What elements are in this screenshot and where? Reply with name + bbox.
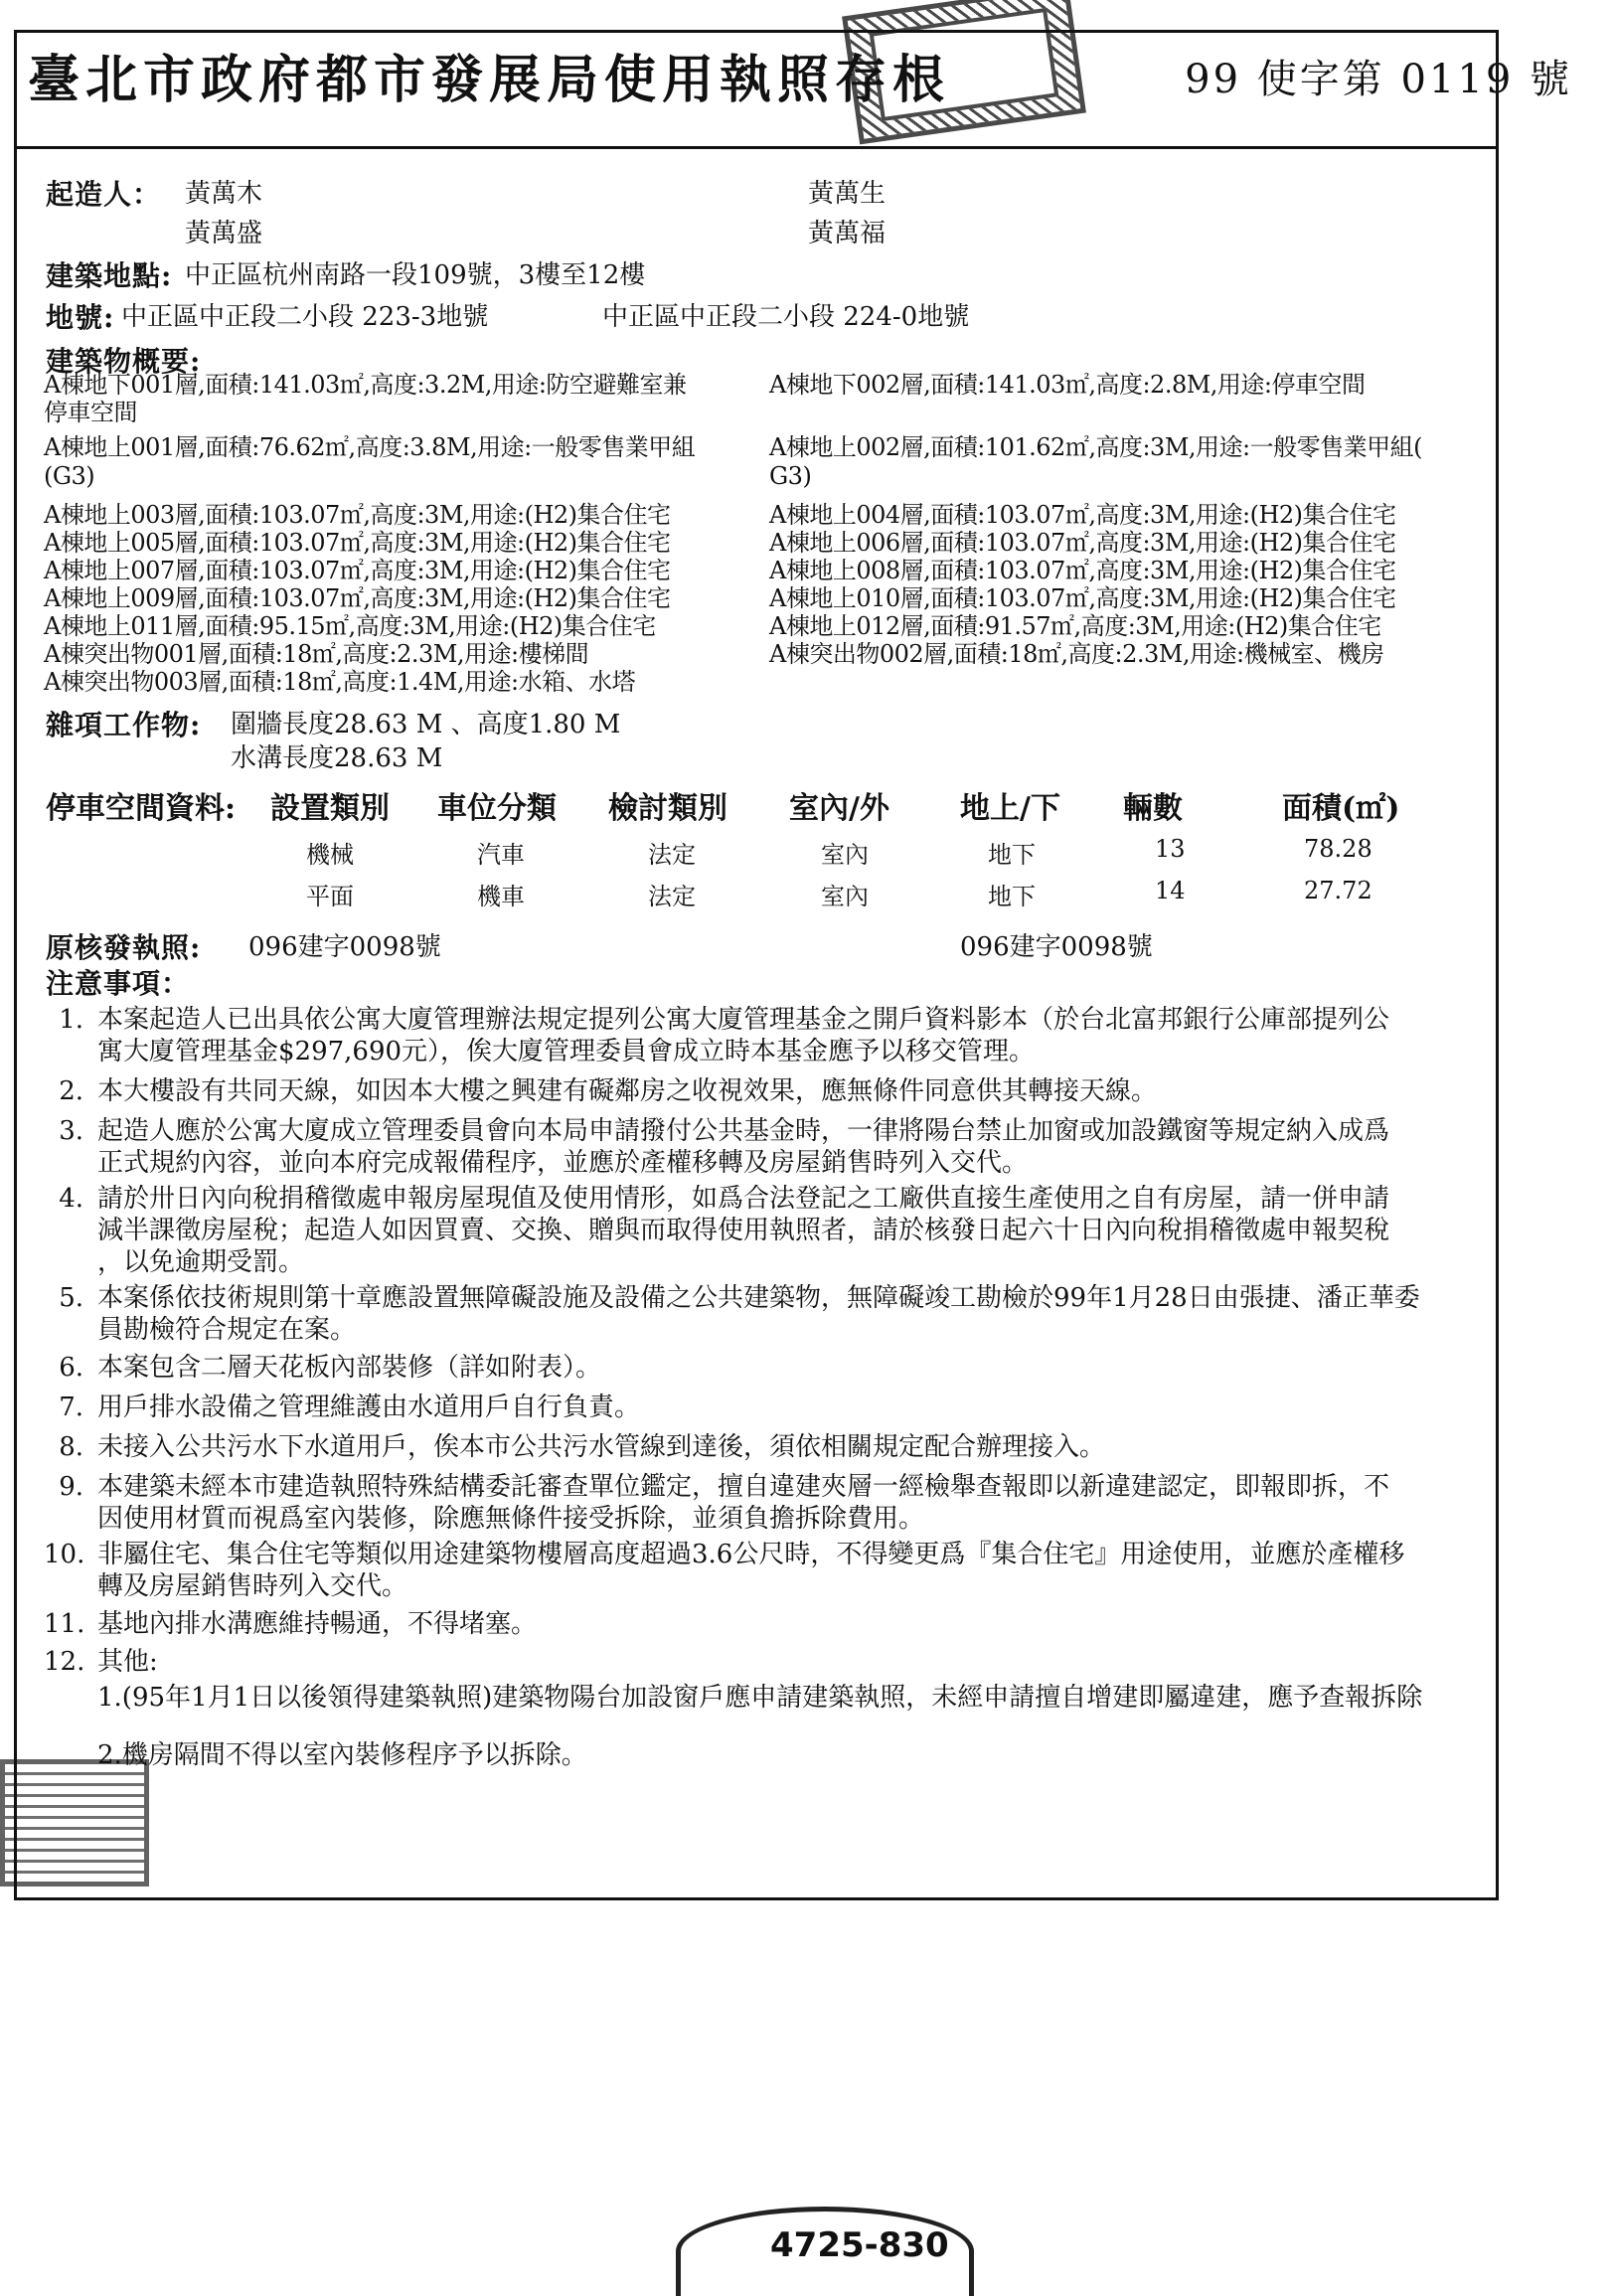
note-number: 6.: [59, 1353, 83, 1383]
official-seal-bottom: [676, 2207, 974, 2296]
misc-work-line: 圍牆長度28.63 M 、高度1.80 M: [231, 710, 621, 739]
floor-line: A棟突出物001層,面積:18㎡,高度:2.3M,用途:樓梯間: [44, 640, 589, 668]
note-text: 其他:: [97, 1647, 158, 1677]
note-text: 減半課徵房屋稅；起造人如因買賣、交換、贈與而取得使用執照者，請於核發日起六十日內向稅捐稽徵處申報契稅: [97, 1216, 1390, 1245]
note-text: 本案包含二層天花板內部裝修（詳如附表）。: [97, 1353, 602, 1383]
note-text: 未接入公共污水下水道用戶，俟本市公共污水管線到達後，須依相關規定配合辦理接入。: [97, 1432, 1106, 1462]
note-text: 本建築未經本市建造執照特殊結構委託審查單位鑑定，擅自違建夾層一經檢舉查報即以新違建認定，即報即拆，不: [97, 1472, 1390, 1502]
note-text: 員勘檢符合規定在案。: [97, 1315, 357, 1345]
parking-header: 室內/外: [789, 791, 889, 826]
lot-number: 中正區中正段二小段 224-0地號: [602, 302, 970, 332]
parking-label: 停車空間資料:: [46, 791, 237, 826]
parking-header: 輛數: [1123, 791, 1183, 826]
floor-line: A棟地下001層,面積:141.03㎡,高度:3.2M,用途:防空避難室兼: [44, 371, 687, 399]
misc-works-label: 雜項工作物:: [46, 709, 202, 741]
floor-line: A棟地上011層,面積:95.15㎡,高度:3M,用途:(H2)集合住宅: [44, 612, 656, 640]
parking-cell: 室內: [821, 883, 869, 910]
note-text: 寓大廈管理基金$297,690元），俟大廈管理委員會成立時本基金應予以移交管理。: [97, 1037, 1036, 1066]
parking-cell: 法定: [648, 883, 696, 910]
applicants-label: 起造人：: [46, 178, 162, 211]
note-number: 7.: [59, 1393, 83, 1422]
note-text: 起造人應於公寓大廈成立管理委員會向本局申請撥付公共基金時，一律將陽台禁止加窗或加設鐵窗等規定納入成爲: [97, 1116, 1390, 1146]
parking-header: 地上/下: [960, 791, 1060, 826]
note-number: 1.: [59, 1005, 83, 1035]
floor-line: A棟地上008層,面積:103.07㎡,高度:3M,用途:(H2)集合住宅: [769, 557, 1396, 584]
note-text: 用戶排水設備之管理維護由水道用戶自行負責。: [97, 1393, 641, 1422]
note-text: 本大樓設有共同天線，如因本大樓之興建有礙鄰房之收視效果，應無條件同意供其轉接天線。: [97, 1076, 1158, 1106]
site-label: 建築地點:: [46, 259, 173, 292]
permit-number: 99 使字第 0119 號: [1185, 57, 1572, 102]
floor-line: A棟地上009層,面積:103.07㎡,高度:3M,用途:(H2)集合住宅: [44, 584, 671, 612]
note-number: 11.: [44, 1609, 85, 1639]
floor-line: A棟地上007層,面積:103.07㎡,高度:3M,用途:(H2)集合住宅: [44, 557, 671, 584]
floor-line: A棟地上004層,面積:103.07㎡,高度:3M,用途:(H2)集合住宅: [769, 501, 1396, 529]
parking-cell: 27.72: [1304, 877, 1372, 904]
note-text: 本案起造人已出具依公寓大廈管理辦法規定提列公寓大廈管理基金之開戶資料影本（於台北富邦銀行公庫部提列公: [97, 1005, 1390, 1035]
original-permit-label: 原核發執照:: [46, 931, 202, 964]
parking-cell: 地下: [988, 883, 1036, 910]
note-number: 2.: [59, 1076, 83, 1106]
parking-header: 檢討類別: [608, 791, 727, 826]
floor-line: A棟地上005層,面積:103.07㎡,高度:3M,用途:(H2)集合住宅: [44, 529, 671, 557]
building-summary-label: 建築物概要:: [46, 345, 202, 378]
floor-line: 停車空間: [44, 399, 137, 426]
parking-header: 面積(㎡): [1282, 791, 1400, 826]
note-text: 本案係依技術規則第十章應設置無障礙設施及設備之公共建築物，無障礙竣工勘檢於99年1月28日由張捷、潘正華委: [97, 1283, 1420, 1313]
note-text: ，以免逾期受罰。: [97, 1247, 305, 1277]
misc-work-line: 水溝長度28.63 M: [231, 743, 443, 773]
seal-number: 4725-830: [770, 2225, 949, 2265]
applicant-name: 黃萬木: [185, 179, 263, 209]
note-text: 基地內排水溝應維持暢通，不得堵塞。: [97, 1609, 538, 1639]
note-text: 轉及房屋銷售時列入交代。: [97, 1571, 408, 1601]
parking-cell: 機械: [306, 841, 354, 869]
note-number: 9.: [59, 1472, 83, 1502]
floor-line: A棟地上010層,面積:103.07㎡,高度:3M,用途:(H2)集合住宅: [769, 584, 1396, 612]
note-number: 10.: [44, 1540, 85, 1569]
note-text: 請於卅日內向稅捐稽徵處申報房屋現值及使用情形，如爲合法登記之工廠供直接生產使用之自有房屋，請一併申請: [97, 1184, 1390, 1214]
note-number: 8.: [59, 1432, 83, 1462]
site-address: 中正區杭州南路一段109號，3樓至12樓: [185, 260, 646, 290]
note-text: 正式規約內容，並向本府完成報備程序，並應於產權移轉及房屋銷售時列入交代。: [97, 1148, 1029, 1178]
parking-cell: 機車: [477, 883, 525, 910]
floor-line: A棟地上012層,面積:91.57㎡,高度:3M,用途:(H2)集合住宅: [769, 612, 1381, 640]
parking-cell: 地下: [988, 841, 1036, 869]
applicant-name: 黃萬福: [808, 219, 887, 248]
notes-label: 注意事項：: [46, 967, 191, 1000]
parking-header: 車位分類: [437, 791, 557, 826]
floor-line: A棟地下002層,面積:141.03㎡,高度:2.8M,用途:停車空間: [769, 371, 1366, 399]
original-permit-number: 096建字0098號: [248, 932, 441, 962]
floor-line: A棟突出物003層,面積:18㎡,高度:1.4M,用途:水箱、水塔: [44, 668, 636, 696]
parking-cell: 汽車: [477, 841, 525, 869]
parking-header: 設置類別: [270, 791, 390, 826]
applicant-name: 黃萬生: [808, 179, 887, 209]
floor-line: A棟突出物002層,面積:18㎡,高度:2.3M,用途:機械室、機房: [769, 640, 1384, 668]
floor-line: G3): [769, 462, 812, 490]
parking-cell: 13: [1155, 835, 1186, 863]
floor-line: A棟地上002層,面積:101.62㎡,高度:3M,用途:一般零售業甲組(: [769, 433, 1422, 461]
parking-cell: 78.28: [1304, 835, 1372, 863]
note-number: 5.: [59, 1283, 83, 1313]
other-note-text: 1.(95年1月1日以後領得建築執照)建築物陽台加設窗戶應申請建築執照，未經申請擅自增建即屬違建，應予查報拆除: [97, 1683, 1423, 1713]
parking-cell: 法定: [648, 841, 696, 869]
parking-cell: 平面: [306, 883, 354, 910]
applicant-name: 黃萬盛: [185, 219, 263, 248]
other-note-text: 2.機房隔間不得以室內裝修程序予以拆除。: [97, 1740, 587, 1770]
floor-line: A棟地上001層,面積:76.62㎡,高度:3.8M,用途:一般零售業甲組: [44, 433, 696, 461]
parking-cell: 14: [1155, 877, 1186, 904]
note-text: 因使用材質而視爲室內裝修，除應無條件接受拆除，並須負擔拆除費用。: [97, 1504, 925, 1534]
note-number: 4.: [59, 1184, 83, 1214]
lot-number: 中正區中正段二小段 223-3地號: [121, 302, 489, 332]
document-title: 臺北市政府都市發展局使用執照存根: [28, 50, 951, 110]
floor-line: A棟地上006層,面積:103.07㎡,高度:3M,用途:(H2)集合住宅: [769, 529, 1396, 557]
original-permit-number: 096建字0098號: [960, 932, 1153, 962]
note-number: 12.: [44, 1647, 85, 1677]
note-text: 非屬住宅、集合住宅等類似用途建築物樓層高度超過3.6公尺時，不得變更爲『集合住宅』用途使用，並應於產權移: [97, 1540, 1405, 1569]
floor-line: A棟地上003層,面積:103.07㎡,高度:3M,用途:(H2)集合住宅: [44, 501, 671, 529]
note-number: 3.: [59, 1116, 83, 1146]
lot-label: 地號:: [46, 301, 115, 334]
floor-line: (G3): [44, 462, 95, 490]
parking-cell: 室內: [821, 841, 869, 869]
